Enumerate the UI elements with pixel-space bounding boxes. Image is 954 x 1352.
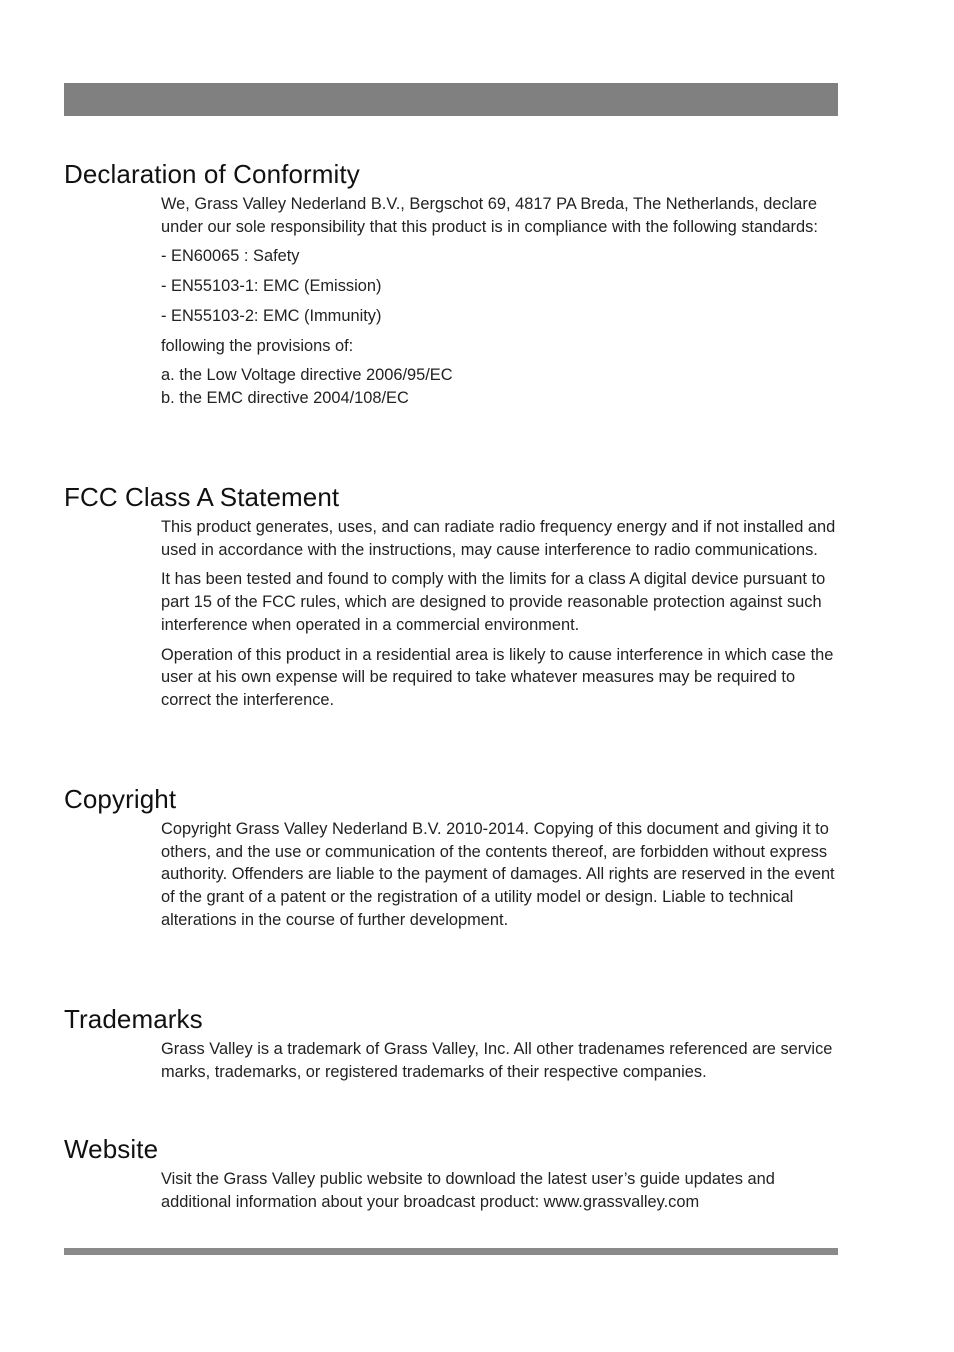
fcc-paragraph: It has been tested and found to comply with the limits for a class A digital device pursuant to part 15 of the FCC rules, which are designed to provide reasonable protection against such interference when operated in a commercial environment.	[161, 570, 826, 634]
standard-item: - EN60065 : Safety	[161, 247, 300, 266]
footer-rule	[64, 1248, 838, 1255]
declaration-section	[64, 158, 838, 410]
provisions-intro: following the provisions of:	[161, 336, 354, 355]
fcc-section	[64, 481, 838, 719]
header-bar	[64, 83, 838, 116]
copyright-text: Copyright Grass Valley Nederland B.V. 2010-2014. Copying of this document and giving it to others, and the use or communication of the contents thereof, are forbidden without express authority. Offenders are liable to the payment of damages. All rights are reserved in the event of the grant of a patent or the registration of a utility model or design. Liable to technical alterations in the course of further development.	[161, 820, 835, 929]
fcc-paragraph: This product generates, uses, and can radiate radio frequency energy and if not installed and used in accordance with the instructions, may cause interference to radio communications.	[161, 518, 836, 559]
declaration-intro: We, Grass Valley Nederland B.V., Bergschot 69, 4817 PA Breda, The Netherlands, declare under our sole responsibility that this product is in compliance with the following standards:	[161, 195, 818, 236]
standard-item: - EN55103-1: EMC (Emission)	[161, 277, 382, 296]
directive-item: a. the Low Voltage directive 2006/95/EC	[161, 366, 453, 385]
copyright-heading: Copyright	[64, 784, 177, 814]
website-body	[161, 1168, 841, 1213]
declaration-heading: Declaration of Conformity	[64, 159, 360, 189]
website-text: Visit the Grass Valley public website to download the latest user’s guide updates and additional information about your broadcast product: www.grassvalley.com	[161, 1170, 775, 1211]
website-heading: Website	[64, 1134, 159, 1164]
fcc-paragraph: Operation of this product in a residential area is likely to cause interference in which case the user at his own expense will be required to take whatever measures may be required to correct the interference.	[161, 645, 834, 709]
fcc-heading: FCC Class A Statement	[64, 482, 340, 512]
trademarks-body	[161, 1038, 841, 1083]
fcc-body	[161, 516, 841, 712]
copyright-body	[161, 818, 841, 932]
trademarks-text: Grass Valley is a trademark of Grass Valley, Inc. All other tradenames referenced are service marks, trademarks, or registered trademarks of their respective companies.	[161, 1040, 833, 1081]
declaration-body	[161, 193, 841, 410]
trademarks-section	[64, 1003, 838, 1090]
trademarks-heading: Trademarks	[64, 1004, 203, 1034]
website-section	[64, 1133, 838, 1220]
standard-item: - EN55103-2: EMC (Immunity)	[161, 306, 382, 325]
copyright-section	[64, 783, 838, 939]
directive-item: b. the EMC directive 2004/108/EC	[161, 388, 409, 407]
